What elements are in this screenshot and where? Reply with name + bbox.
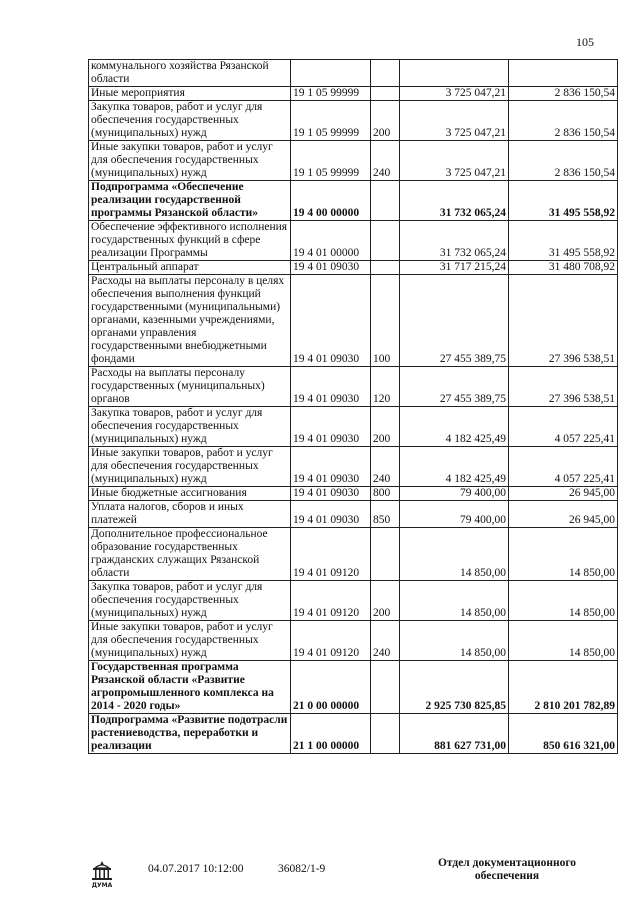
table-row [89, 261, 618, 275]
row-expense-type: 850 [371, 501, 400, 528]
table-row [89, 661, 618, 714]
table-row [89, 101, 618, 141]
table-row [89, 714, 618, 754]
row-name: Обеспечение эффективного исполнения государственных функций в сфере реализации Программы [89, 221, 291, 261]
row-code: 19 4 01 09120 [291, 528, 371, 581]
row-sum-executed [509, 60, 618, 87]
row-expense-type: 120 [371, 367, 400, 407]
row-code: 19 4 01 09120 [291, 621, 371, 661]
page-number: 105 [576, 35, 594, 49]
row-code: 19 4 01 09030 [291, 261, 371, 275]
row-code: 19 4 01 09030 [291, 367, 371, 407]
table-row [89, 275, 618, 367]
row-expense-type [371, 87, 400, 101]
row-sum-executed: 2 810 201 782,89 [509, 661, 618, 714]
row-code: 19 1 05 99999 [291, 141, 371, 181]
row-name: Закупка товаров, работ и услуг для обеспечения государственных (муниципальных) нужд [89, 407, 291, 447]
row-sum-executed: 14 850,00 [509, 621, 618, 661]
row-code: 19 1 05 99999 [291, 101, 371, 141]
row-sum-executed: 31 495 558,92 [509, 221, 618, 261]
row-code: 19 4 01 09030 [291, 487, 371, 501]
row-name: Подпрограмма «Обеспечение реализации государственной программы Рязанской области» [89, 181, 291, 221]
row-code: 19 4 00 00000 [291, 181, 371, 221]
row-code: 19 4 01 00000 [291, 221, 371, 261]
row-name: Закупка товаров, работ и услуг для обеспечения государственных (муниципальных) нужд [89, 101, 291, 141]
row-expense-type [371, 261, 400, 275]
row-sum-executed: 31 480 708,92 [509, 261, 618, 275]
table-row [89, 60, 618, 87]
row-sum-executed: 4 057 225,41 [509, 447, 618, 487]
row-expense-type: 200 [371, 581, 400, 621]
row-name: Центральный аппарат [89, 261, 291, 275]
row-code: 19 4 01 09030 [291, 407, 371, 447]
budget-table-body [89, 60, 618, 754]
table-row [89, 141, 618, 181]
row-name: Уплата налогов, сборов и иных платежей [89, 501, 291, 528]
table-row [89, 621, 618, 661]
row-sum-planned: 31 732 065,24 [400, 181, 509, 221]
footer [0, 855, 640, 895]
row-sum-planned: 14 850,00 [400, 581, 509, 621]
row-name: коммунального хозяйства Рязанской области [89, 60, 291, 87]
footer-doc-number: 36082/1-9 [278, 863, 326, 875]
row-sum-executed: 26 945,00 [509, 487, 618, 501]
table-row [89, 447, 618, 487]
row-name: Иные закупки товаров, работ и услуг для обеспечения государственных (муниципальных) нужд [89, 447, 291, 487]
table-row [89, 528, 618, 581]
row-code: 19 4 01 09030 [291, 275, 371, 367]
row-name: Иные закупки товаров, работ и услуг для обеспечения государственных (муниципальных) нужд [89, 141, 291, 181]
row-name: Иные мероприятия [89, 87, 291, 101]
row-name: Подпрограмма «Развитие подотрасли растениеводства, переработки и реализации [89, 714, 291, 754]
row-sum-executed: 27 396 538,51 [509, 367, 618, 407]
row-sum-planned: 3 725 047,21 [400, 101, 509, 141]
table-row [89, 487, 618, 501]
footer-date: 04.07.2017 10:12:00 [148, 863, 244, 875]
row-sum-executed: 850 616 321,00 [509, 714, 618, 754]
table-row [89, 501, 618, 528]
row-name: Государственная программа Рязанской области «Развитие агропромышленного комплекса на 2014 - 2020 годы» [89, 661, 291, 714]
row-sum-executed: 4 057 225,41 [509, 407, 618, 447]
row-code: 19 4 01 09030 [291, 501, 371, 528]
row-expense-type: 800 [371, 487, 400, 501]
row-name: Иные закупки товаров, работ и услуг для обеспечения государственных (муниципальных) нужд [89, 621, 291, 661]
row-sum-planned: 881 627 731,00 [400, 714, 509, 754]
row-sum-executed: 2 836 150,54 [509, 141, 618, 181]
row-expense-type [371, 714, 400, 754]
footer-department: Отдел документационного обеспечения [437, 857, 577, 882]
row-sum-planned: 79 400,00 [400, 487, 509, 501]
row-code: 19 4 01 09030 [291, 447, 371, 487]
row-sum-executed: 31 495 558,92 [509, 181, 618, 221]
row-expense-type [371, 181, 400, 221]
svg-text:ДУМА: ДУМА [91, 882, 113, 889]
table-row [89, 367, 618, 407]
row-sum-planned: 3 725 047,21 [400, 141, 509, 181]
row-sum-executed: 14 850,00 [509, 528, 618, 581]
row-name: Расходы на выплаты персоналу государственных (муниципальных) органов [89, 367, 291, 407]
budget-table [88, 59, 618, 754]
row-code [291, 60, 371, 87]
row-expense-type [371, 528, 400, 581]
row-code: 19 4 01 09120 [291, 581, 371, 621]
row-code: 21 0 00 00000 [291, 661, 371, 714]
row-expense-type [371, 661, 400, 714]
duma-logo-icon [87, 859, 117, 889]
row-sum-planned: 2 925 730 825,85 [400, 661, 509, 714]
row-sum-executed: 2 836 150,54 [509, 87, 618, 101]
row-code: 19 1 05 99999 [291, 87, 371, 101]
row-sum-planned: 79 400,00 [400, 501, 509, 528]
row-sum-executed: 2 836 150,54 [509, 101, 618, 141]
row-expense-type: 100 [371, 275, 400, 367]
row-expense-type [371, 60, 400, 87]
row-sum-planned: 31 732 065,24 [400, 221, 509, 261]
row-name: Закупка товаров, работ и услуг для обеспечения государственных (муниципальных) нужд [89, 581, 291, 621]
row-sum-executed: 14 850,00 [509, 581, 618, 621]
row-expense-type: 200 [371, 407, 400, 447]
row-sum-planned: 27 455 389,75 [400, 367, 509, 407]
row-sum-executed: 26 945,00 [509, 501, 618, 528]
row-expense-type: 240 [371, 447, 400, 487]
table-row [89, 221, 618, 261]
table-row [89, 407, 618, 447]
row-name: Расходы на выплаты персоналу в целях обеспечения выполнения функций государственными (муниципальными) органами, казенными учреждениями, органами управления государственными внебюджетными фондами [89, 275, 291, 367]
table-row [89, 181, 618, 221]
row-sum-planned: 27 455 389,75 [400, 275, 509, 367]
row-sum-executed: 27 396 538,51 [509, 275, 618, 367]
row-expense-type: 240 [371, 141, 400, 181]
row-sum-planned: 3 725 047,21 [400, 87, 509, 101]
row-sum-planned: 4 182 425,49 [400, 407, 509, 447]
row-sum-planned: 14 850,00 [400, 528, 509, 581]
row-expense-type: 200 [371, 101, 400, 141]
row-sum-planned [400, 60, 509, 87]
table-row [89, 581, 618, 621]
row-name: Дополнительное профессиональное образование государственных гражданских служащих Рязанской области [89, 528, 291, 581]
row-sum-planned: 31 717 215,24 [400, 261, 509, 275]
row-sum-planned: 4 182 425,49 [400, 447, 509, 487]
row-sum-planned: 14 850,00 [400, 621, 509, 661]
row-expense-type: 240 [371, 621, 400, 661]
row-expense-type [371, 221, 400, 261]
table-row [89, 87, 618, 101]
row-code: 21 1 00 00000 [291, 714, 371, 754]
row-name: Иные бюджетные ассигнования [89, 487, 291, 501]
